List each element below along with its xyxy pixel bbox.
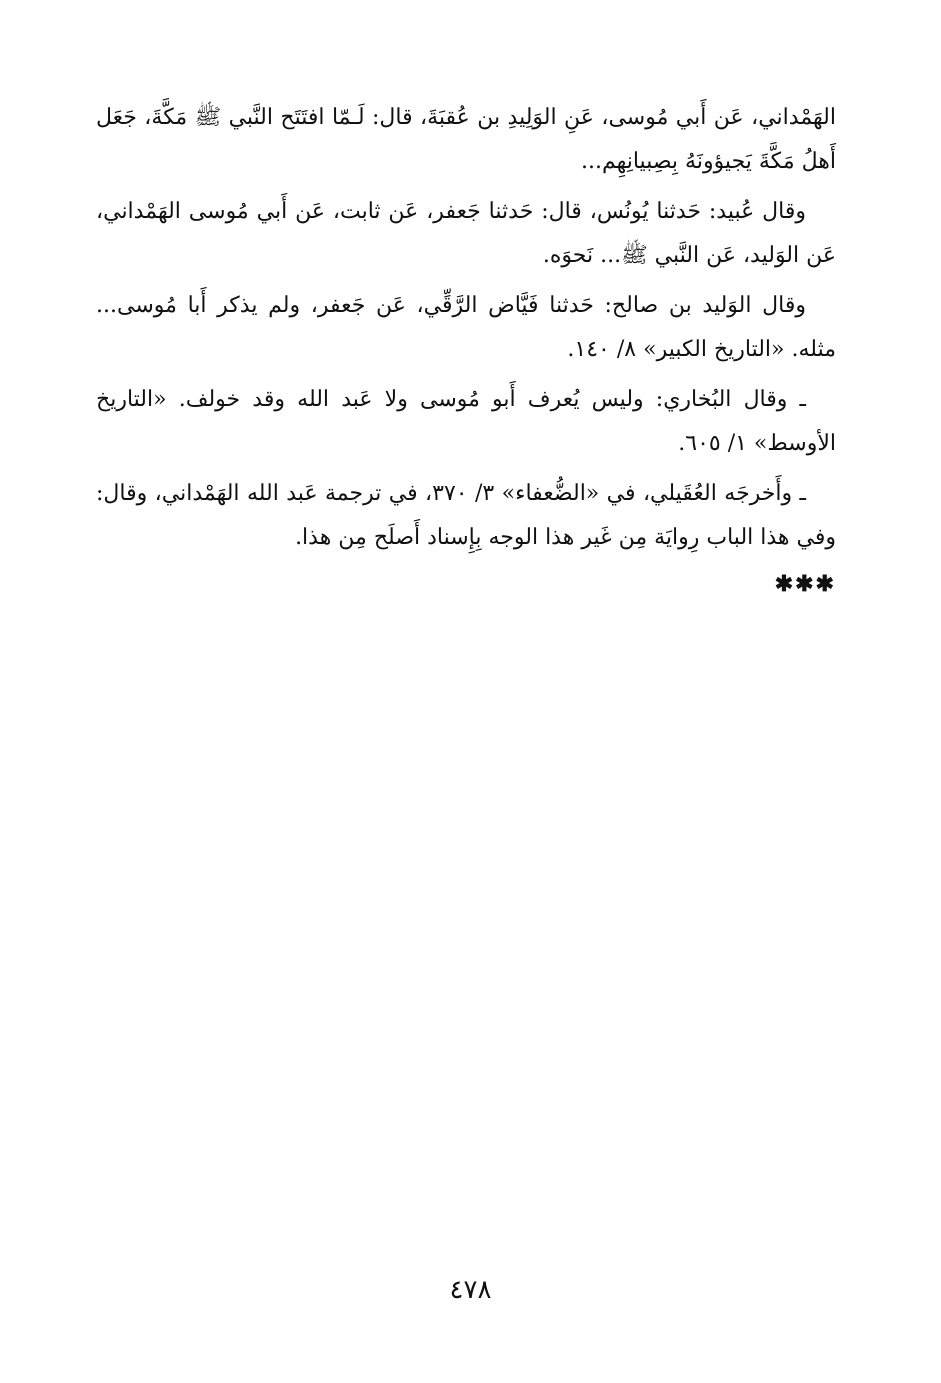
paragraph-5: ـ وأَخرجَه العُقَيلي، في «الضُّعفاء» ٣/ ٣٧٠، في ترجمة عَبد الله الهَمْداني، وقال: وفي هذا الباب رِوايَة مِن غَير هذا الوجه بِإِسناد أَصلَح مِن هذا. bbox=[96, 481, 836, 550]
paragraph-2: وقال عُبيد: حَدثنا يُونُس، قال: حَدثنا جَعفر، عَن ثابت، عَن أَبي مُوسى الهَمْداني، عَن الوَليد، عَن النَّبي ﷺ... نَحوَه. bbox=[96, 199, 836, 268]
main-text bbox=[96, 96, 836, 602]
paragraph-1: الهَمْداني، عَن أَبي مُوسى، عَنِ الوَلِيدِ بن عُقبَةَ، قال: لَـمّا افتَتَح النَّبي ﷺ مَكَّةَ، جَعَل أَهلُ مَكَّةَ يَجيؤونَهُ بِصِبيانِهِم... bbox=[96, 105, 836, 174]
section-separator: ✱✱✱ bbox=[774, 571, 836, 597]
paragraph-3: وقال الوَليد بن صالح: حَدثنا فَيَّاض الرَّقِّي، عَن جَعفر، ولم يذكر أَبا مُوسى... مثله. «التاريخ الكبير» ٨/ ١٤٠. bbox=[96, 293, 836, 362]
paragraph-4: ـ وقال البُخاري: وليس يُعرف أَبو مُوسى ولا عَبد الله وقد خولف. «التاريخ الأوسط» ١/ ٦٠٥. bbox=[96, 387, 836, 456]
page-number: ٤٧٨ bbox=[449, 1275, 492, 1305]
